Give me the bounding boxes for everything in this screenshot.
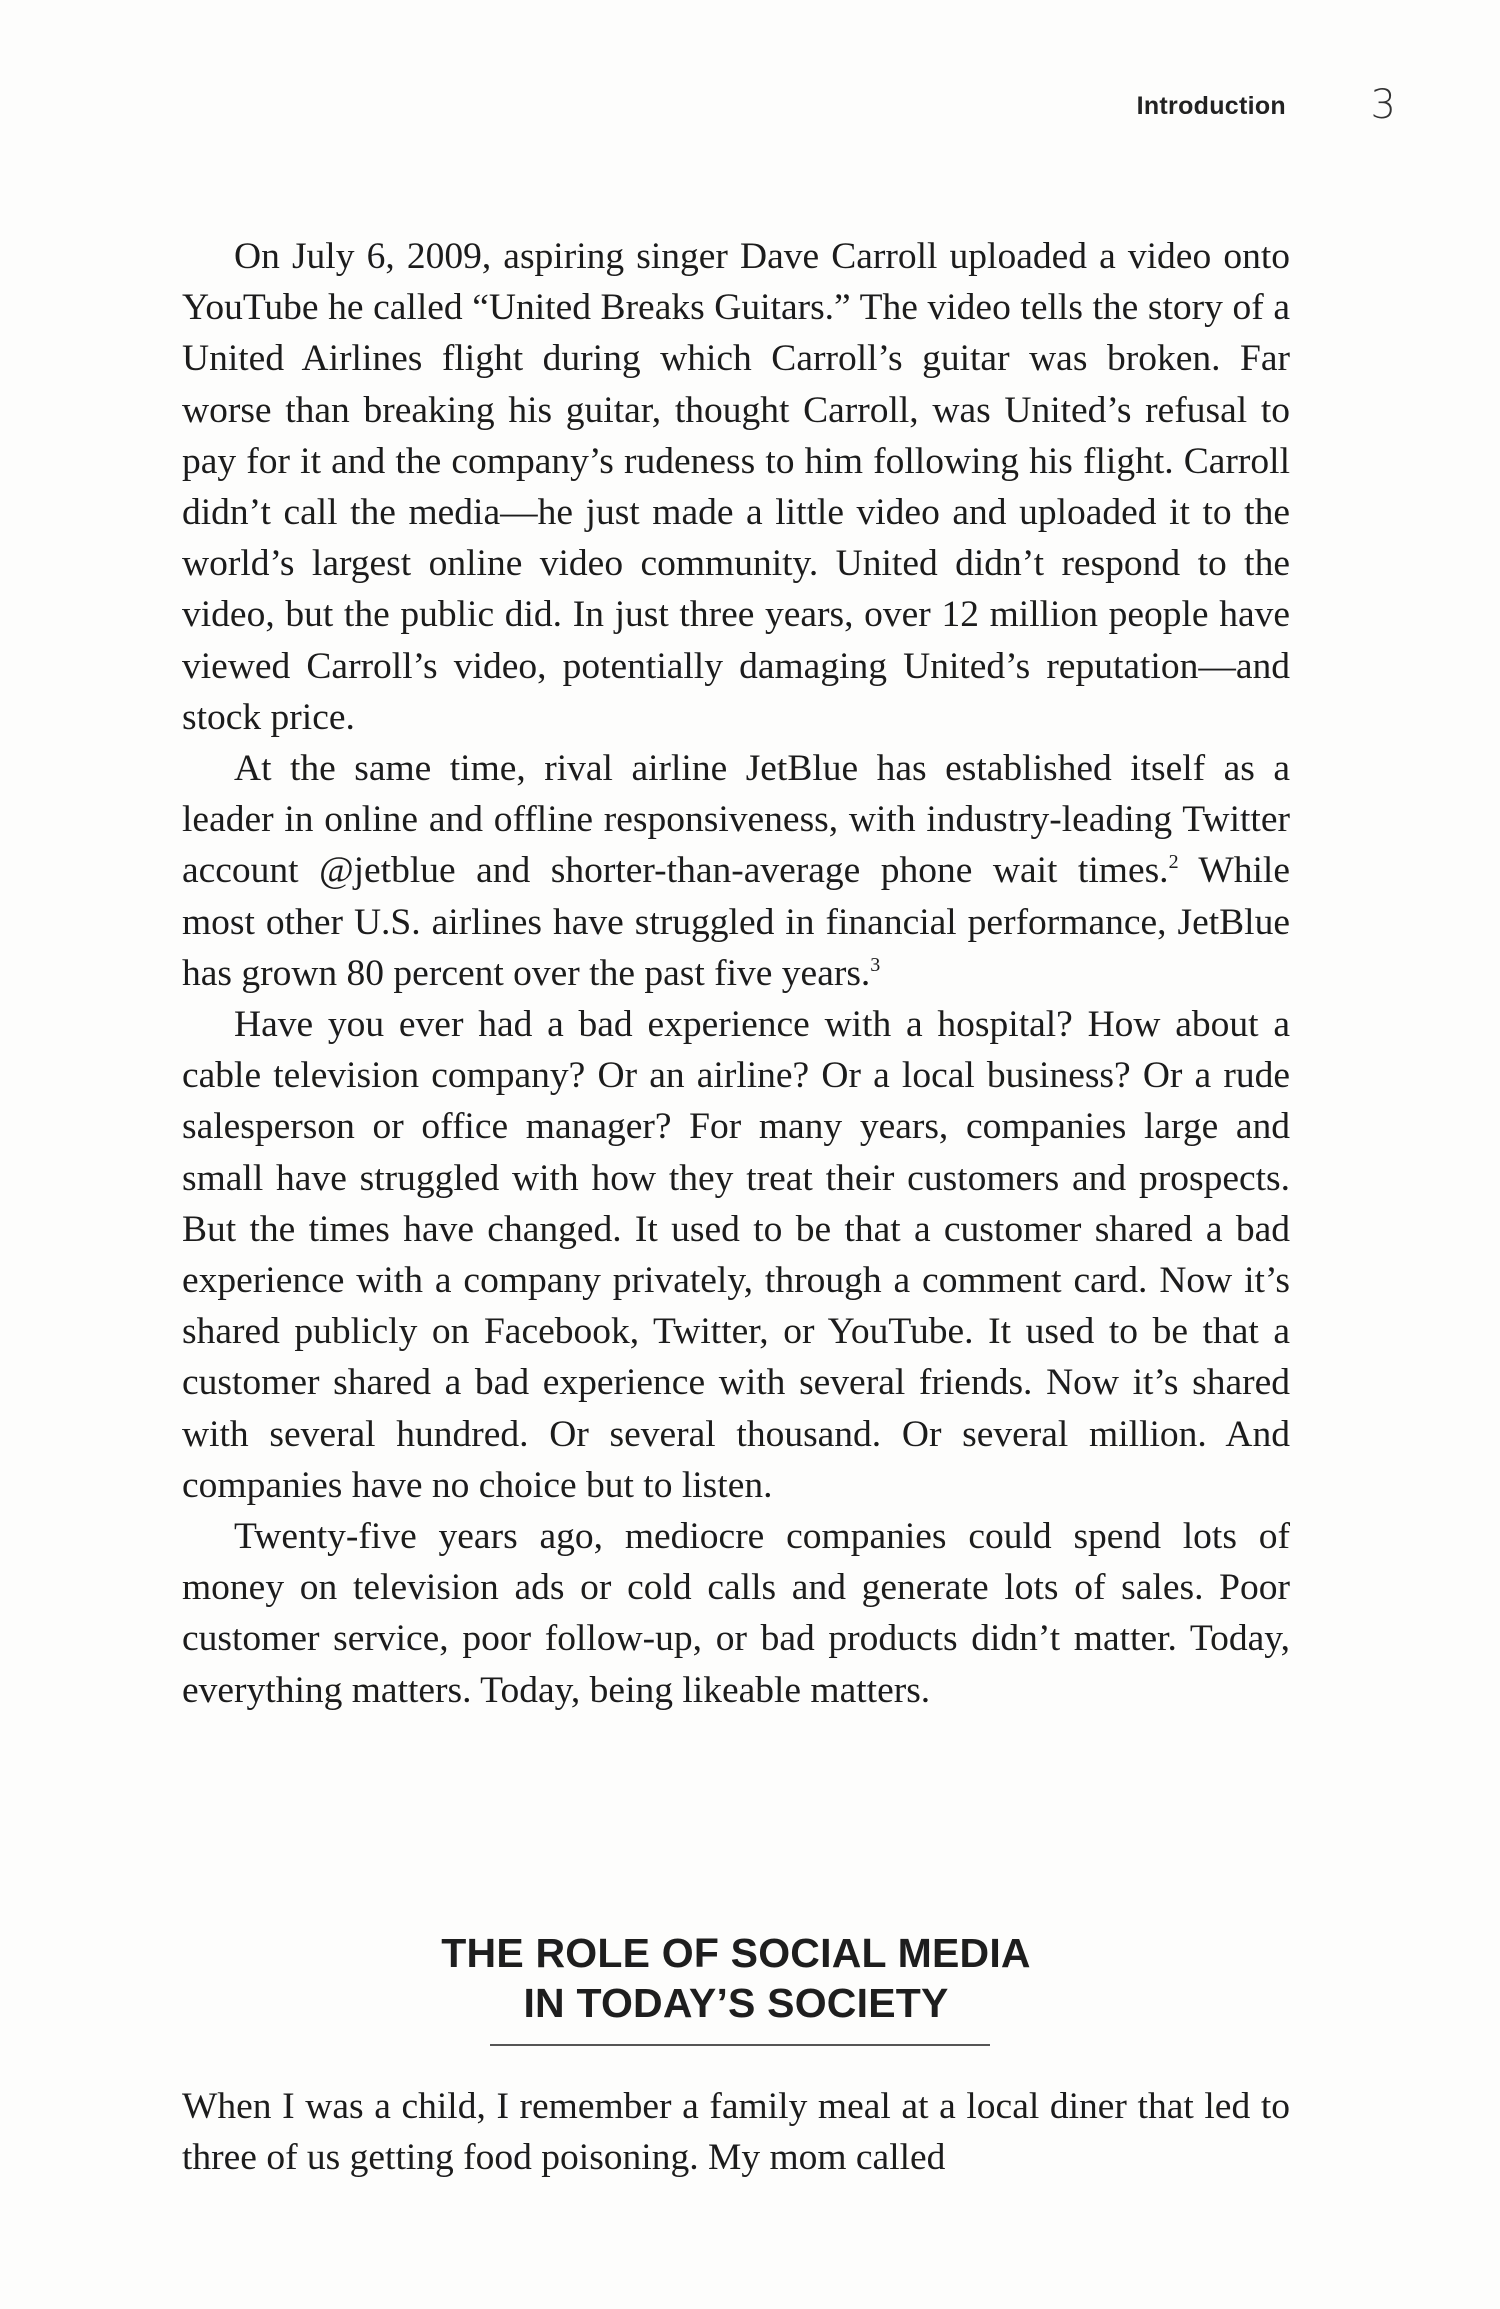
paragraph-jetblue: [182, 743, 1290, 999]
footnote-ref-3: 3: [870, 953, 881, 976]
paragraph-food-poisoning: When I was a child, I remember a family meal at a local diner that led to three of us getting food poisoning. My mom called: [182, 2086, 1290, 2179]
paragraph-jetblue-text-a: At the same time, rival airline JetBlue has established itself as a leader in online and offline responsiveness, with industry-leading Twitter account @jetblue and shorter-than-average phone wait times.: [182, 748, 1290, 892]
section-body-text: [182, 2081, 1290, 2183]
section-heading-line-1: THE ROLE OF SOCIAL MEDIA: [441, 1930, 1031, 1976]
body-text: [182, 231, 1290, 1716]
paragraph-jetblue-text-b: While most other U.S. airlines have struggled in financial performance, JetBlue has grown 80 percent over the past five years.: [182, 850, 1290, 994]
section-heading-line-2: IN TODAY’S SOCIETY: [523, 1980, 949, 2026]
paragraph-bad-experience: Have you ever had a bad experience with a hospital? How about a cable television company? Or an airline? Or a local business? Or a rude salesperson or office manager? For many years, companies large and small have struggled with how they treat their customers and prospects. But the times have changed. It used to be that a customer shared a bad experience with a company privately, through a comment card. Now it’s shared publicly on Facebook, Twitter, or YouTube. It used to be that a customer shared a bad experience with several friends. Now it’s shared with several hundred. Or several thousand. Or several million. And companies have no choice but to listen.: [182, 1004, 1290, 1506]
page-number: 3: [1370, 82, 1396, 128]
running-head-section: Introduction: [1136, 92, 1286, 120]
section-heading: [182, 1928, 1290, 2028]
footnote-ref-2: 2: [1168, 851, 1179, 874]
paragraph-united-breaks-guitars: On July 6, 2009, aspiring singer Dave Carroll uploaded a video onto YouTube he called “United Breaks Guitars.” The video tells the story of a United Airlines flight during which Carroll’s guitar was broken. Far worse than breaking his guitar, thought Carroll, was United’s refusal to pay for it and the company’s rudeness to him following his flight. Carroll didn’t call the media—he just made a little video and uploaded it to the world’s largest online video community. United didn’t respond to the video, but the public did. In just three years, over 12 million people have viewed Carroll’s video, potentially damaging United’s reputation—and stock price.: [182, 236, 1290, 738]
heading-divider: [490, 2044, 990, 2046]
paragraph-twenty-five-years: Twenty-five years ago, mediocre companies could spend lots of money on television ads or cold calls and generate lots of sales. Poor customer service, poor follow-up, or bad products didn’t matter. Today, everything matters. Today, being likeable matters.: [182, 1516, 1290, 1711]
running-head: [182, 82, 1402, 128]
